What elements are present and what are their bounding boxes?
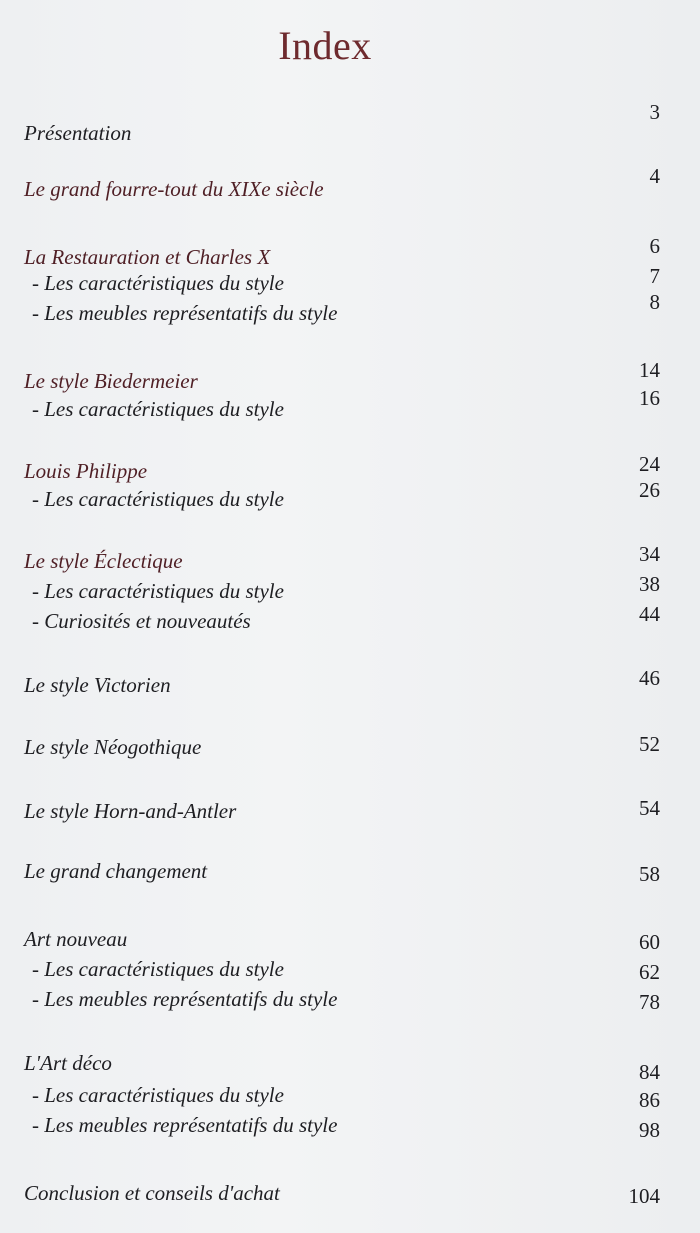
entry-label: Présentation: [24, 121, 132, 145]
entry-page-number: 24: [639, 452, 660, 476]
entry-page-number: 84: [639, 1060, 660, 1084]
entry-page-number: 54: [639, 796, 660, 820]
entry-page-number: 38: [639, 572, 660, 596]
index-entry: [24, 796, 660, 824]
entry-page-number: 78: [639, 990, 660, 1014]
index-entry: [24, 358, 660, 394]
index-entry: [24, 856, 660, 884]
entry-label: La Restauration et Charles X: [24, 245, 271, 269]
entry-page-number: 46: [639, 666, 660, 690]
index-title: Index: [278, 23, 372, 68]
index-subentry: [24, 984, 660, 1012]
index-entry: [24, 100, 660, 146]
entry-label: Louis Philippe: [24, 459, 148, 483]
entry-page-number: 4: [649, 164, 660, 188]
entry-page-number: 98: [639, 1118, 660, 1142]
index-entry: [24, 1048, 660, 1084]
entry-label: - Les caractéristiques du style: [32, 579, 284, 603]
index-subentry: [24, 954, 660, 982]
entry-label: Conclusion et conseils d'achat: [24, 1181, 280, 1205]
index-entry: [24, 732, 660, 760]
entry-page-number: 14: [639, 358, 660, 382]
entry-label: Art nouveau: [24, 927, 128, 951]
entry-label: Le style Victorien: [24, 673, 171, 697]
entry-label: - Les caractéristiques du style: [32, 957, 284, 981]
entry-page-number: 34: [639, 542, 660, 566]
entry-label: - Les caractéristiques du style: [32, 1083, 284, 1107]
entry-page-number: 86: [639, 1088, 660, 1112]
index-subentry: [24, 1080, 660, 1112]
index-subentry: [24, 386, 660, 422]
index-entry: [24, 542, 660, 574]
entry-label: Le style Éclectique: [24, 549, 183, 573]
entry-label: - Les meubles représentatifs du style: [32, 301, 338, 325]
entry-label: - Les caractéristiques du style: [32, 397, 284, 421]
entry-label: Le grand fourre-tout du XIXe siècle: [24, 177, 324, 201]
entry-page-number: 104: [628, 1184, 660, 1208]
entry-page-number: 52: [639, 732, 660, 756]
entry-page-number: 16: [639, 386, 660, 410]
entry-label: Le style Néogothique: [24, 735, 202, 759]
index-entry: [24, 1178, 660, 1206]
index-entry: [24, 452, 660, 484]
index-entry: [24, 164, 660, 202]
entry-page-number: 7: [649, 264, 660, 288]
index-subentry: [24, 290, 660, 326]
entry-label: Le grand changement: [24, 859, 208, 883]
entry-label: Le style Biedermeier: [24, 369, 198, 393]
entry-page-number: 3: [649, 100, 660, 124]
entry-page-number: 8: [649, 290, 660, 314]
index-subentry: [24, 572, 660, 604]
index-subentry: [24, 602, 660, 634]
entry-page-number: 60: [639, 930, 660, 954]
entry-page-number: 44: [639, 602, 660, 626]
entry-label: Le style Horn-and-Antler: [24, 799, 237, 823]
index-entry: [24, 666, 660, 698]
entry-page-number: 26: [639, 478, 660, 502]
entry-label: - Les caractéristiques du style: [32, 271, 284, 295]
entry-page-number: 6: [649, 234, 660, 258]
entry-label: - Les meubles représentatifs du style: [32, 1113, 338, 1137]
index-subentry: [24, 1110, 660, 1142]
index-subentry: [24, 478, 660, 512]
index-entry: [24, 234, 660, 270]
entry-label: - Curiosités et nouveautés: [32, 609, 251, 633]
entry-page-number: 62: [639, 960, 660, 984]
entry-page-number: 58: [639, 862, 660, 886]
entry-label: - Les meubles représentatifs du style: [32, 987, 338, 1011]
index-subentry: [24, 264, 660, 296]
index-entry: [24, 924, 660, 952]
entry-label: L'Art déco: [24, 1051, 112, 1075]
entry-label: - Les caractéristiques du style: [32, 487, 284, 511]
